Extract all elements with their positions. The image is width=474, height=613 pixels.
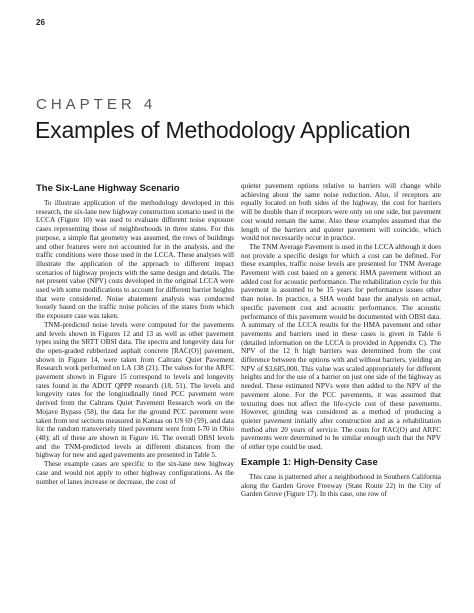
right-column (241, 182, 441, 499)
left-column (36, 183, 234, 486)
page-number: 26 (36, 18, 45, 27)
paragraph: To illustrate application of the methodology developed in this research, the six-lane new highway construction scenario used in the LCCA (Figure 10) was used to evaluate different noise exposure cases representing those of neighborhoods in three states. For this purpose, a simple flat geometry was assumed, the rows of buildings and other features were not accounted for in the analysis, and the traffic conditions were those used in the LCCA. These analyses will illustrate the application of the approach to different impact scenarios of highway projects with the same design and details. The net present value (NPV) costs developed in the original LCCA were used with some modifications to account for different barrier heights that were considered. Noise abatement analysis was conducted loosely based on the traffic noise policies of the states from which the exposure case was taken. (36, 199, 234, 321)
paragraph: quieter pavement options relative to barriers will change while achieving about the same noise reduction. Also, if receptors are equally located on both sides of the highway, the cost for barriers will be double than if receptors were only on one side, but pavement cost would remain the same. Also these examples assumed that the length of the barriers and quieter pavement will coincide, which would not necessarily occur in practice. (241, 182, 441, 243)
chapter-title: Examples of Methodology Application (35, 117, 411, 143)
paragraph: TNM-predicted noise levels were computed for the pavements and levels shown in Figures 12 and 13 as well as other pavement types using the SRTT OBSI data. The spectra and longevity data for the open-graded rubberized asphalt concrete [RAC(O)] pavement, shown in Figure 14, were taken from Caltrans Quiet Pavement Research work performed on LA 138 (21). The values for the ARFC pavement shown in Figure 15 correspond to levels and longevity rates found in the ADOT QPPP research (18, 51). The levels and longevity rates for the longitudinally tined PCC pavement were derived from the Caltrans Quiet Pavement Research work on the Mojave Bypass (58), the data for the ground PCC pavement were taken from test sections measured in Kansas on US 69 (59), and data for the random transversely tined pavement were from I-70 in Ohio (48); all of these are shown in Figure 16. The overall OBSI levels and the TNM-predicted levels at different distances from the highway for new and aged pavements are presented in Table 5. (36, 320, 234, 460)
paragraph: These example cases are specific to the six-lane new highway case and would not apply to other highway configurations. As the number of lanes increase or decrease, the cost of (36, 460, 234, 486)
section-heading-example-1: Example 1: High-Density Case (241, 456, 378, 468)
paragraph: This case is patterned after a neighborhood in Southern California along the Garden Grove Freeway (State Route 22) in the City of Garden Grove (Figure 17). In this case, one row of (241, 472, 441, 499)
chapter-label: CHAPTER 4 (36, 96, 157, 113)
section-heading-six-lane: The Six-Lane Highway Scenario (36, 183, 180, 194)
paragraph: The TNM Average Pavement is used in the LCCA although it does not provide a specific design for which a cost can be defined. For these examples, traffic noise levels are presented for TNM Average Pavement with cost based on a generic HMA pavement without an added cost for acoustic performance. The rehabilitation cycle for this pavement is assumed to be 15 years for performance issues other than noise. In practice, a SHA would base the analysis on actual, specific pavement cost and acoustic performance. The acoustic performance of this pavement would be documented with OBSI data. A summary of the LCCA results for the HMA pavement and other pavements and barriers used in these cases is given in Table 6 (detailed information on the LCCA is provided in Appendix C). The NPV of the 12 ft high barriers was determined from the cost difference between the options with and without barriers, yielding an NPV of $3,685,000. This value was scaled appropriately for different heights and for the use of a barrier on just one side of the highway as needed. These estimated NPVs were then added to the NPV of the pavement alone. For the PCC pavements, it was assumed that texturing does not affect the life-cycle cost of these pavements. However, grinding was considered as a method of producing a quieter pavement initially after construction and as a rehabilitation method after 20 years of service. The costs for RAC(O) and ARFC pavements were determined to be similar enough such that the NPV of either type could be used. (241, 242, 441, 452)
